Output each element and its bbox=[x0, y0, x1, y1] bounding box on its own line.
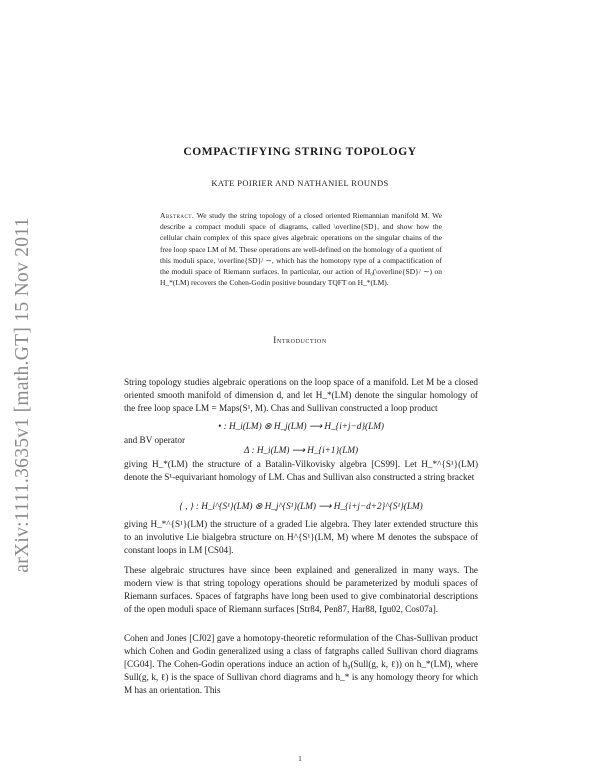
arxiv-stamp-text: arXiv:1111.3635v1 [math.GT] 15 Nov 2011 bbox=[12, 217, 33, 573]
intro-paragraph-1: String topology studies algebraic operations on the loop space of a manifold. Let M be a closed oriented smooth manifold of dimension d, and let H_*(LM) denote the singular homology of the free loop space LM = Maps(S¹, M). Chas and Sullivan constructed a loop product bbox=[124, 377, 478, 414]
section-heading-introduction: Introduction bbox=[273, 335, 327, 345]
abstract-block bbox=[160, 210, 442, 288]
intro-paragraph-5: These algebraic structures have since been explained and generalized in many ways. The modern view is that string topology operations should be parameterized by moduli spaces of Riemann surfaces. Spaces of fatgraphs have long been used to give combinatorial descriptions of the open moduli space of Riemann surfaces [Str84, Pen87, Har88, Igu02, Cos07a]. bbox=[124, 565, 478, 615]
page-number: 1 bbox=[298, 755, 302, 763]
paper-authors: KATE POIRIER AND NATHANIEL ROUNDS bbox=[211, 178, 389, 188]
paper-title: COMPACTIFYING STRING TOPOLOGY bbox=[183, 146, 417, 158]
abstract-text: We study the string topology of a closed oriented Riemannian manifold M. We describe a compact moduli space of diagrams, called \overline{SD}, and show how the cellular chain complex of this space gives algebraic operations on the singular chains of the free loop space LM of M. These operations are well-defined on the homology of a quotient of this moduli space, \overline{SD}/ ∼, which has the homotopy type of a compactification of the moduli space of Riemann surfaces. In particular, our action of H₀(\overline{SD}/ ∼) on H_*(LM) recovers the Cohen-Godin positive boundary TQFT on H_*(LM). bbox=[160, 211, 442, 288]
intro-paragraph-3: giving H_*(LM) the structure of a Batalin-Vilkovisky algebra [CS99]. Let H_*^{S¹}(LM) denote the S¹-equivariant homology of LM. Chas and Sullivan also constructed a string bracket bbox=[124, 459, 478, 483]
abstract-label: Abstract. bbox=[160, 211, 195, 220]
arxiv-side-stamp bbox=[4, 200, 42, 590]
equation-string-bracket: { , } : H_i^{S¹}(LM) ⊗ H_j^{S¹}(LM) ⟶ H_{i+j−d+2}^{S¹}(LM) bbox=[179, 501, 423, 511]
intro-paragraph-6: Cohen and Jones [CJ02] gave a homotopy-theoretic reformulation of the Chas-Sullivan product which Cohen and Godin generalized using a class of fatgraphs called Sullivan chord diagrams [CG04]. The Cohen-Godin operations induce an action of h₀(Sull(g, k, ℓ)) on h_*(LM), where Sull(g, k, ℓ) is the space of Sullivan chord diagrams and h_* is any homology theory for which M has an orientation. This bbox=[124, 633, 478, 696]
intro-paragraph-4: giving H_*^{S¹}(LM) the structure of a graded Lie algebra. They later extended structure this to an involutive Lie bialgebra structure on H^{S¹}(LM, M) where M denotes the subspace of constant loops in LM [CS04]. bbox=[124, 519, 478, 556]
equation-bv-operator: Δ : H_i(LM) ⟶ H_{i+1}(LM) bbox=[243, 445, 359, 455]
intro-paragraph-2: and BV operator bbox=[124, 435, 186, 445]
equation-loop-product: • : H_i(LM) ⊗ H_j(LM) ⟶ H_{i+j−d}(LM) bbox=[218, 421, 384, 431]
